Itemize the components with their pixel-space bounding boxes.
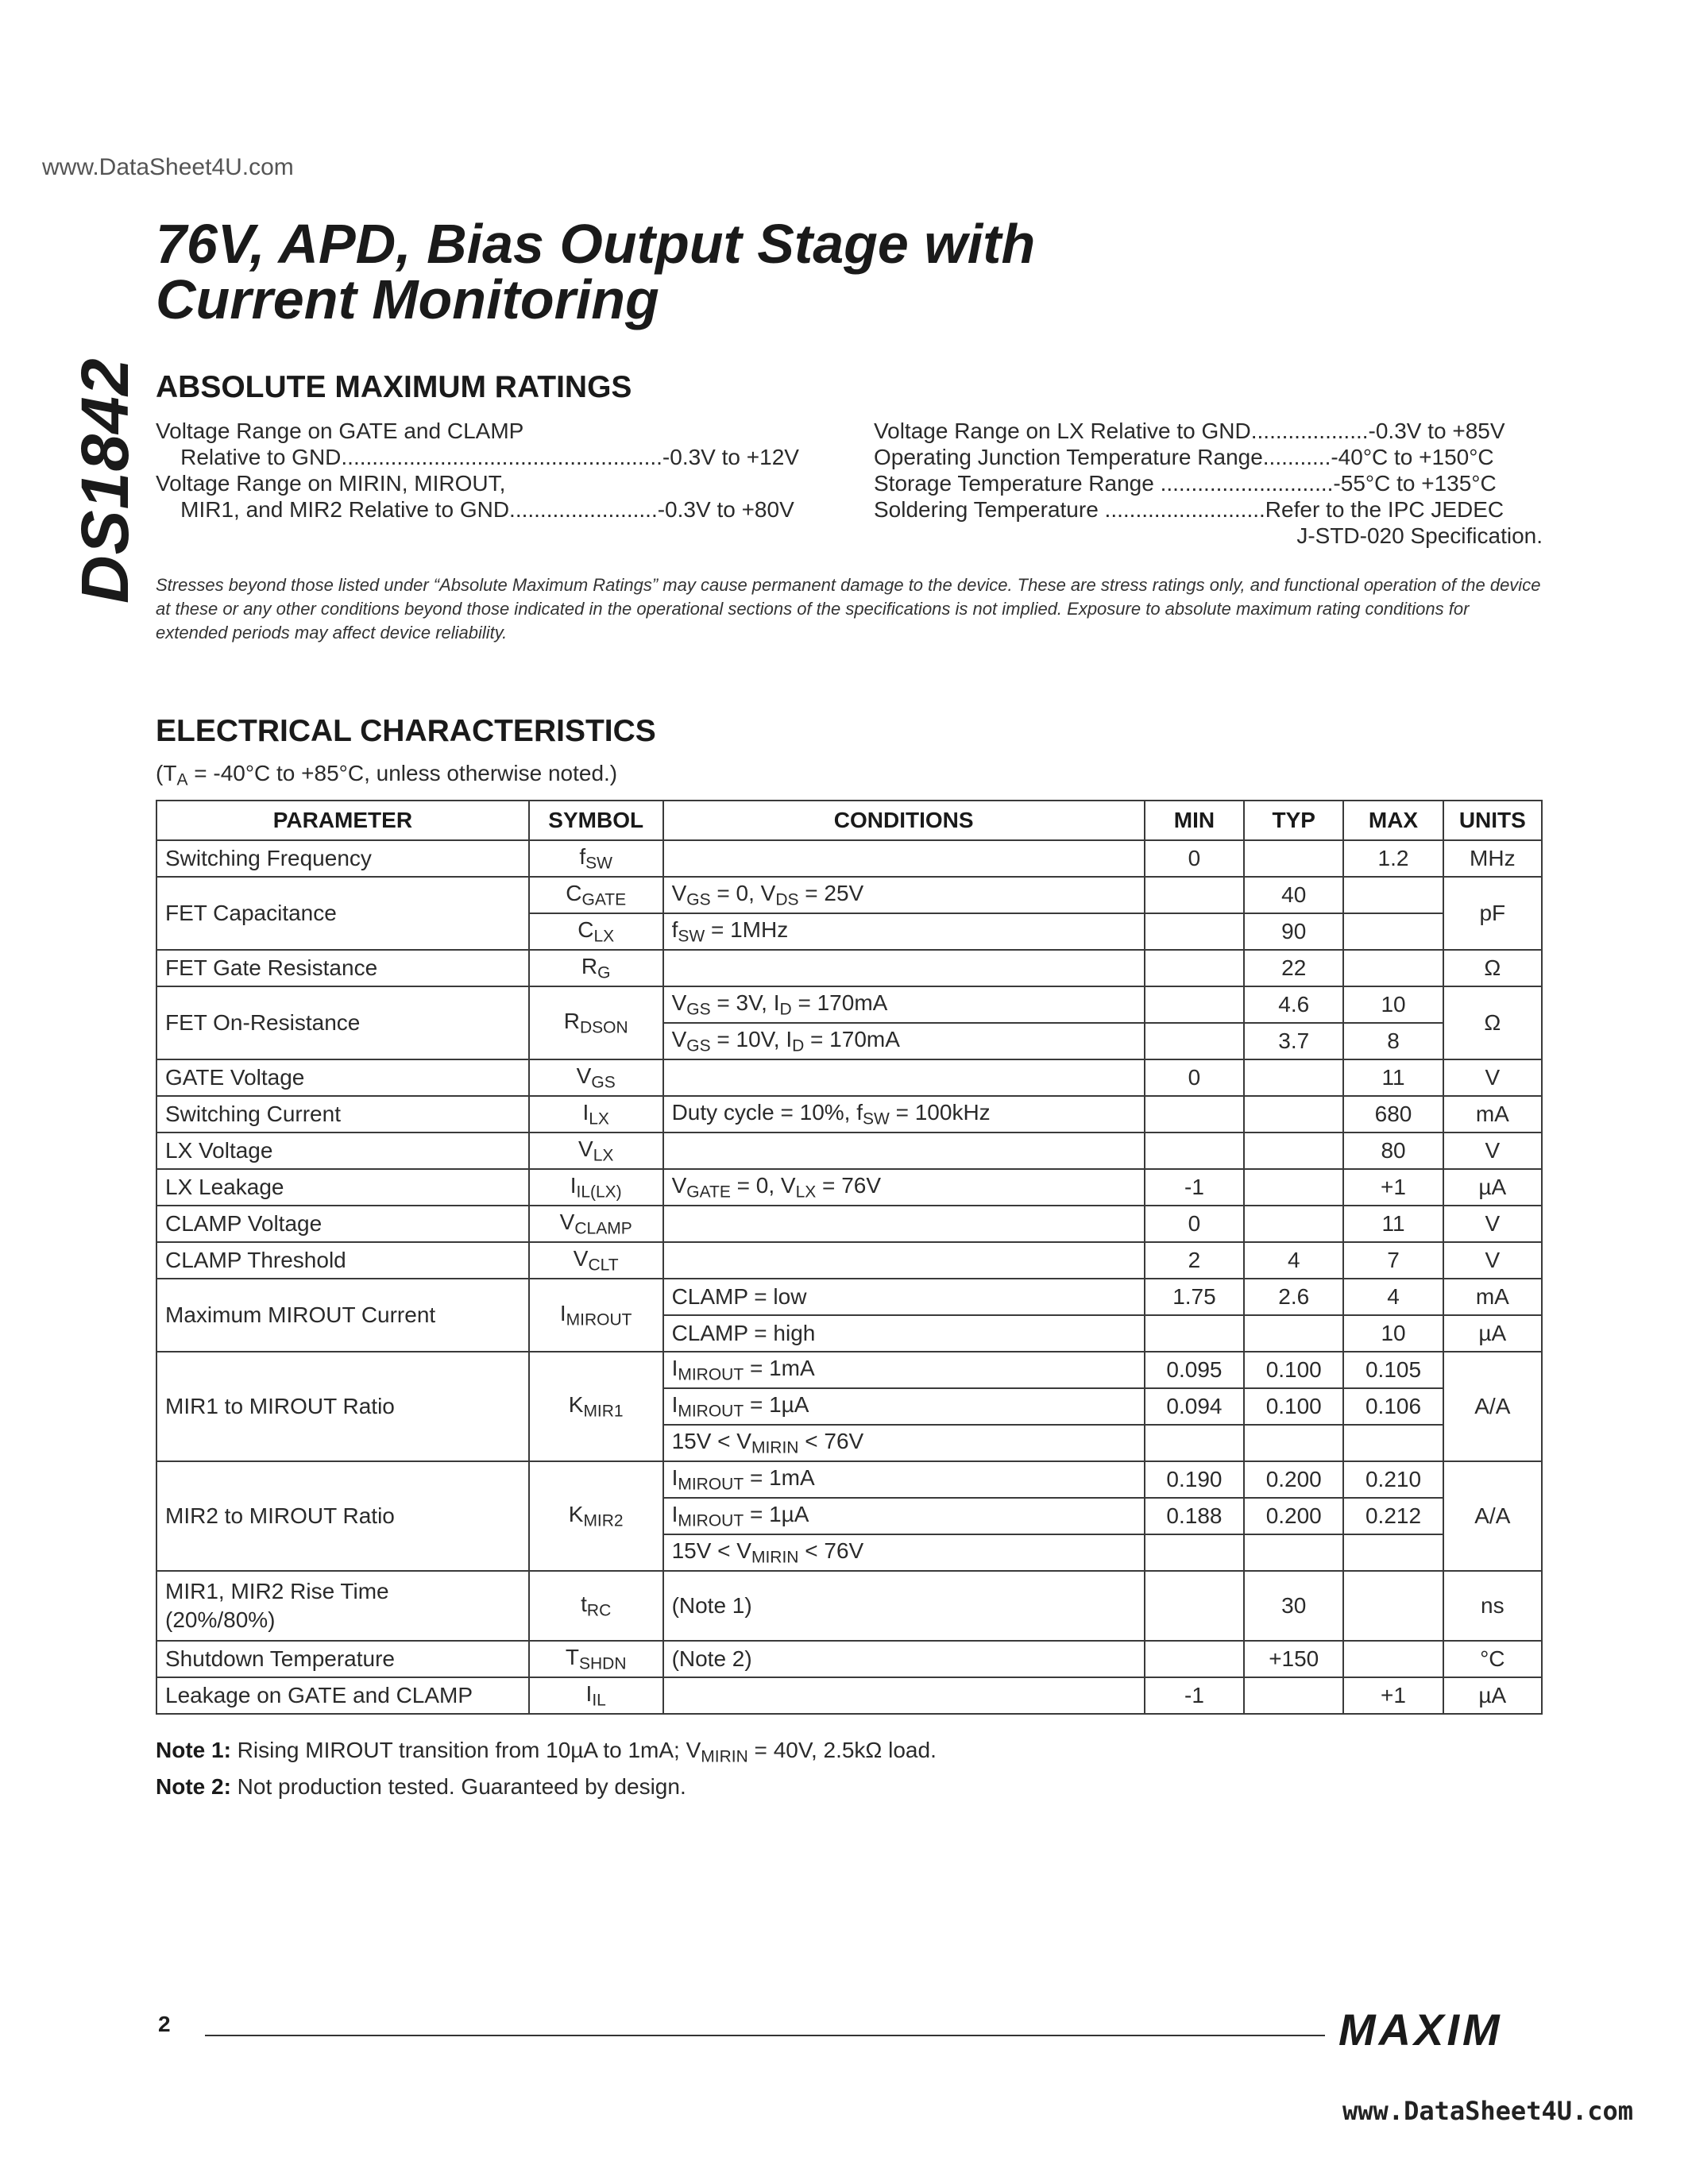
amr-right-line: Soldering Temperature ..........................Refer to the IPC JEDEC (874, 497, 1505, 522)
amr-right-line: Operating Junction Temperature Range...........-40°C to +150°C (874, 445, 1494, 469)
table-row: CLAMP = high 10 µA (156, 1315, 1542, 1352)
table-row: $15V < V_{MIRIN} < 76V$ (156, 1425, 1542, 1461)
table-row: Shutdown Temperature $T_{SHDN}$ (Note 2) +150 °C (156, 1641, 1542, 1677)
amr-left-line: Voltage Range on MIRIN, MIROUT, (156, 471, 506, 496)
amr-left-line: Voltage Range on GATE and CLAMP (156, 419, 524, 443)
table-row: LX Leakage $I_{IL(LX)}$ $V_{GATE} = 0$, $V_{LX} = 76V$ -1 +1 µA (156, 1169, 1542, 1206)
note-1: Note 1: Rising MIROUT transition from 10µA to 1mA; $V_{MIRIN} = 40V$, 2.5kΩ load. (156, 1738, 937, 1766)
table-row: Switching Current $I_{LX}$ Duty cycle = 10%, $f_{SW} = 100kHz$ 680 mA (156, 1096, 1542, 1133)
table-notes (156, 1735, 937, 1802)
table-row: FET Capacitance $C_{GATE}$ $V_{GS} = 0$, $V_{DS} = 25V$ 40 pF (156, 877, 1542, 913)
ec-conditions-note: ($T_A = -40^\circ C$ to +85°C, unless otherwise noted.) (156, 761, 618, 789)
note-2: Note 2: Not production tested. Guaranteed by design. (156, 1774, 686, 1800)
amr-left-column (156, 418, 799, 523)
page-number: 2 (158, 2012, 171, 2036)
maxim-logo: MAXIM (1338, 2005, 1503, 2055)
table-row: CLAMP Voltage $V_{CLAMP}$ 0 11 V (156, 1206, 1542, 1242)
col-header-parameter: PARAMETER (156, 801, 529, 840)
side-part-number-text: DS1842 (68, 357, 142, 604)
col-header-conditions: CONDITIONS (663, 801, 1145, 840)
table-row: CLAMP Threshold $V_{CLT}$ 2 4 7 V (156, 1242, 1542, 1279)
table-row: $I_{MIROUT} = 1\mu A$ 0.188 0.200 0.212 (156, 1498, 1542, 1534)
table-row: Maximum MIROUT Current $I_{MIROUT}$ CLAMP = low 1.75 2.6 4 mA (156, 1279, 1542, 1315)
page-title (156, 213, 1036, 330)
amr-right-column (874, 418, 1543, 549)
col-header-min: MIN (1145, 801, 1244, 840)
amr-heading: ABSOLUTE MAXIMUM RATINGS (156, 370, 632, 404)
col-header-typ: TYP (1244, 801, 1343, 840)
table-row: FET On-Resistance $R_{DSON}$ $V_{GS} = 3V$, $I_D = 170mA$ 4.6 10 Ω (156, 986, 1542, 1023)
table-row: GATE Voltage $V_{GS}$ 0 11 V (156, 1059, 1542, 1096)
table-row: MIR1, MIR2 Rise Time (20%/80%) $t_{RC}$ (Note 1) 30 ns (156, 1571, 1542, 1641)
title-line-2: Current Monitoring (156, 268, 659, 330)
col-header-max: MAX (1343, 801, 1443, 840)
watermark-bottom[interactable]: www.DataSheet4U.com (1342, 2096, 1634, 2126)
col-header-symbol: SYMBOL (529, 801, 663, 840)
amr-right-line: Voltage Range on LX Relative to GND...................-0.3V to +85V (874, 419, 1505, 443)
table-row: FET Gate Resistance $R_G$ 22 Ω (156, 950, 1542, 986)
stress-note: Stresses beyond those listed under “Absolute Maximum Ratings” may cause permanent damage to the device. These are stress ratings only, and functional operation of the device at these or any other conditions beyond those indicated in the operational sections of the specifications is not implied. Exposure to absolute maximum rating conditions for extended periods may affect device reliability. (156, 575, 1541, 642)
amr-right-line: Storage Temperature Range ............................-55°C to +135°C (874, 471, 1497, 496)
side-part-number (67, 135, 142, 604)
table-row: $15V < V_{MIRIN} < 76V$ (156, 1534, 1542, 1571)
footer-divider (205, 2035, 1325, 2036)
electrical-characteristics-table (156, 800, 1543, 1715)
table-row: $C_{LX}$ $f_{SW} = 1MHz$ 90 (156, 913, 1542, 950)
watermark-top[interactable]: www.DataSheet4U.com (42, 154, 294, 180)
table-row: LX Voltage $V_{LX}$ 80 V (156, 1133, 1542, 1169)
table-row: Leakage on GATE and CLAMP $I_{IL}$ -1 +1 µA (156, 1677, 1542, 1714)
table-header-row (156, 801, 1542, 840)
title-line-1: 76V, APD, Bias Output Stage with (156, 213, 1036, 275)
amr-left-line: Relative to GND....................................................-0.3V to +12V (156, 445, 799, 469)
amr-left-line: MIR1, and MIR2 Relative to GND........................-0.3V to +80V (156, 497, 794, 522)
table-row: $I_{MIROUT} = 1\mu A$ 0.094 0.100 0.106 (156, 1388, 1542, 1425)
amr-right-line: J-STD-020 Specification. (1296, 523, 1543, 548)
col-header-units: UNITS (1443, 801, 1542, 840)
table-row: Switching Frequency $f_{SW}$ 0 1.2 MHz (156, 840, 1542, 877)
table-row: $V_{GS} = 10V$, $I_D = 170mA$ 3.7 8 (156, 1023, 1542, 1059)
table-row: MIR1 to MIROUT Ratio $K_{MIR1}$ $I_{MIROUT} = 1mA$ 0.095 0.100 0.105 A/A (156, 1352, 1542, 1388)
ec-heading: ELECTRICAL CHARACTERISTICS (156, 714, 656, 748)
table-row: MIR2 to MIROUT Ratio $K_{MIR2}$ $I_{MIROUT} = 1mA$ 0.190 0.200 0.210 A/A (156, 1461, 1542, 1498)
